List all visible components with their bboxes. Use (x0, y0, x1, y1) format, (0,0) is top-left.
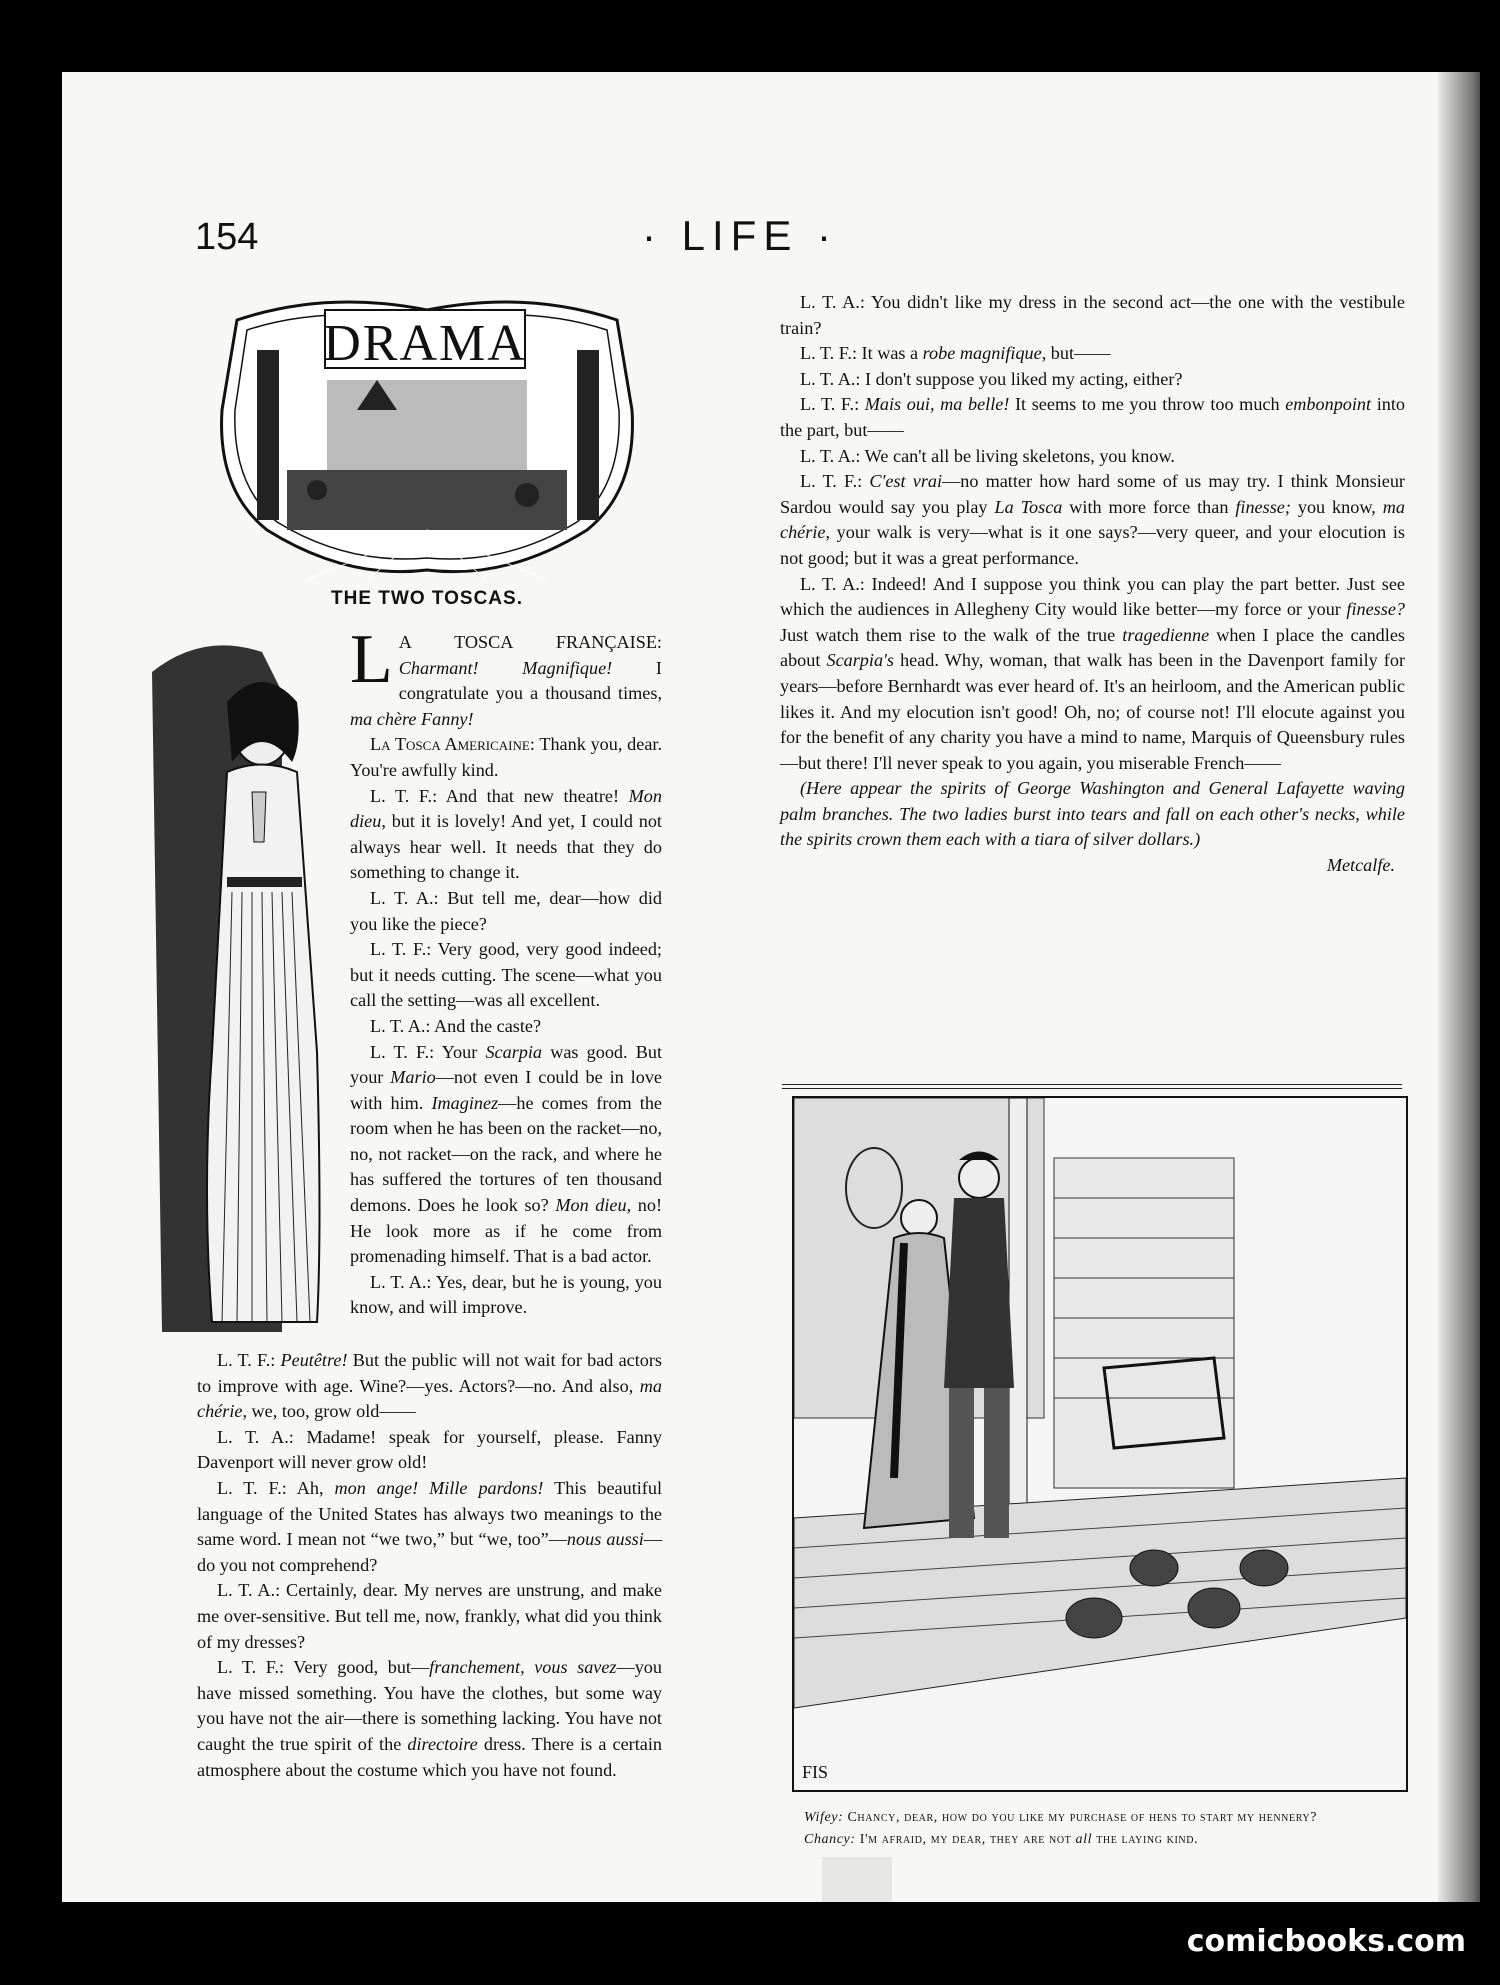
drama-banner-art (207, 290, 647, 580)
speaker: L. T. F. (370, 1041, 430, 1062)
caption-speaker: Wifey: (804, 1810, 844, 1825)
cartoon-caption (790, 1807, 1406, 1851)
drop-cap: L (350, 621, 393, 698)
paragraph: L. T. A.: I don't suppose you liked my acting, either? (800, 368, 1183, 389)
site-watermark: comicbooks.com (1186, 1924, 1466, 1959)
speaker: L. T. F. (370, 785, 433, 806)
speaker: L. T. F. (217, 1350, 271, 1370)
stage-direction: (Here appear the spirits of George Washington and General Lafayette waving palm branches. The two ladies burst into tears and fall on each other's necks, while the spirits crown them each with a tiara of silver dollars.) (780, 778, 1405, 850)
article-title: THE TWO TOSCAS. (331, 588, 523, 609)
speaker: La Tosca Americaine (370, 734, 530, 755)
speaker: L. T. A. (800, 445, 856, 466)
speaker: L. T. F. (370, 939, 427, 960)
speaker: L. T. A. (370, 1015, 426, 1036)
paragraph: L. T. F.: Mais oui, ma belle! It seems to me you throw too much embonpoint into the part, but—— (780, 394, 1406, 440)
speaker: L. T. F. (800, 471, 858, 492)
masthead: · LIFE · (642, 212, 839, 259)
divider-rule (782, 1084, 1402, 1085)
paragraph: L A TOSCA FRANÇAISE: Charmant! Magnifique! I congratulate you a thousand times, ma chère Fanny! (350, 621, 662, 729)
paragraph: L. T. F.: Very good, but—franchement, vous savez—you have missed something. You have the clothes, but some way you have not the air—there is something lacking. You have not caught the true spirit of the directoire dress. There is a certain atmosphere about the costume which you have not found. (197, 1657, 662, 1780)
la-tosca-illustration (142, 632, 347, 1342)
speaker: L. T. F. (217, 1657, 279, 1678)
page-header (62, 212, 1422, 276)
page-number: 154 (195, 216, 259, 258)
paragraph: L. T. F.: Peutêtre! But the public will not wait for bad actors to improve with age. Wine?—yes. Actors?—no. And also, ma chérie, we, too, grow old—— (197, 1350, 663, 1422)
speaker: L. T. A. (217, 1580, 276, 1601)
paragraph: L. T. F.: And that new theatre! Mon dieu, but it is lovely! And yet, I could not always hear well. It needs that they do something to change it. (350, 785, 662, 883)
paragraph: L. T. A.: We can't all be living skeletons, you know. (800, 445, 1175, 466)
left-column-wrap (350, 621, 663, 1321)
paragraph: La Tosca Americaine: Thank you, dear. You're awfully kind. (350, 734, 662, 780)
speaker: L. T. A. (217, 1426, 289, 1447)
paragraph: L. T. F.: Very good, very good indeed; but it needs cutting. The scene—what you call the setting—was all excellent. (350, 939, 662, 1011)
paragraph: L. T. A.: Madame! speak for yourself, please. Fanny Davenport will never grow old! (197, 1426, 662, 1473)
speaker: L. T. A. (370, 1271, 427, 1292)
speaker: L. T. F. (217, 1477, 282, 1498)
divider-rule (782, 1088, 1402, 1089)
paragraph: L. T. F.: C'est vrai—no matter how hard some of us may try. I think Monsieur Sardou would say you play La Tosca with more force than finesse; you know, ma chérie, your walk is very—what is it one says?—very queer, and your elocution is not good; but it was a great performance. (780, 471, 1405, 568)
paragraph: L. T. F.: It was a robe magnifique, but—— (800, 343, 1111, 364)
paragraph: L. T. A.: You didn't like my dress in the second act—the one with the vestibule train? (780, 292, 1406, 338)
speaker: L. T. F. (800, 394, 855, 415)
magazine-page (62, 72, 1480, 1902)
paragraph: L. T. A.: Certainly, dear. My nerves are unstrung, and make me over-sensitive. But tell me, now, frankly, what did you think of my dresses? (197, 1580, 663, 1652)
scan-smudge (822, 1857, 892, 1902)
paragraph: L. T. A.: Yes, dear, but he is young, you know, and will improve. (350, 1271, 662, 1318)
caption-speaker: Chancy: (804, 1832, 856, 1847)
hens-cartoon-illustration (792, 1096, 1408, 1792)
paragraph: L. T. F.: Your Scarpia was good. But your Mario—not even I could be in love with him. Imaginez—he comes from the room when he has been on the racket—no, no, not racket—on the rack, and where he has suffered the tortures of ten thousand demons. Does he look so? Mon dieu, no! He look more as if he come from promenading himself. That is a bad actor. (350, 1041, 663, 1267)
page-gutter (1438, 72, 1480, 1902)
drama-banner (207, 290, 647, 580)
author-signature: Metcalfe. (1326, 855, 1395, 876)
caption-line: Chancy: I'm afraid, my dear, they are not all the laying kind. (804, 1832, 1199, 1847)
speaker: L. T. A. (800, 368, 856, 389)
paragraph: L. T. A.: But tell me, dear—how did you like the piece? (350, 887, 663, 934)
speaker: L. T. A. (370, 887, 434, 908)
drama-banner-title: DRAMA (323, 315, 527, 372)
caption-line: Wifey: Chancy, dear, how do you like my purchase of hens to start my hennery? (804, 1810, 1318, 1825)
paragraph: L. T. A.: And the caste? (370, 1015, 542, 1036)
right-column (780, 290, 1405, 879)
speaker: L. T. F. (800, 343, 852, 364)
speaker: A TOSCA FRANÇAISE: (398, 632, 662, 652)
artist-initials: FIS (802, 1762, 829, 1782)
speaker: L. T. A. (800, 573, 860, 594)
speaker: L. T. A. (800, 292, 860, 312)
paragraph: L. T. A.: Indeed! And I suppose you think you can play the part better. Just see which the audiences in Allegheny City would like better—my force or your finesse? Just watch them rise to the walk of the true tragedienne when I place the candles about Scarpia's head. Why, woman, that walk has been in the Davenport family for years—before Bernhardt was ever heard of. It's an heirloom, and the American public likes it. And my elocution isn't good! Oh, no; of course not! I'll elocute against you for the benefit of any charity you have a mind to name, Marquis of Queensbury rules—but there! I'll never speak to you again, you miserable French—— (780, 573, 1406, 773)
left-column-full (197, 1348, 662, 1783)
paragraph: L. T. F.: Ah, mon ange! Mille pardons! This beautiful language of the United States has always two meanings to the same word. I mean not “we two,” but “we, too”—nous aussi—do you not comprehend? (197, 1477, 663, 1575)
